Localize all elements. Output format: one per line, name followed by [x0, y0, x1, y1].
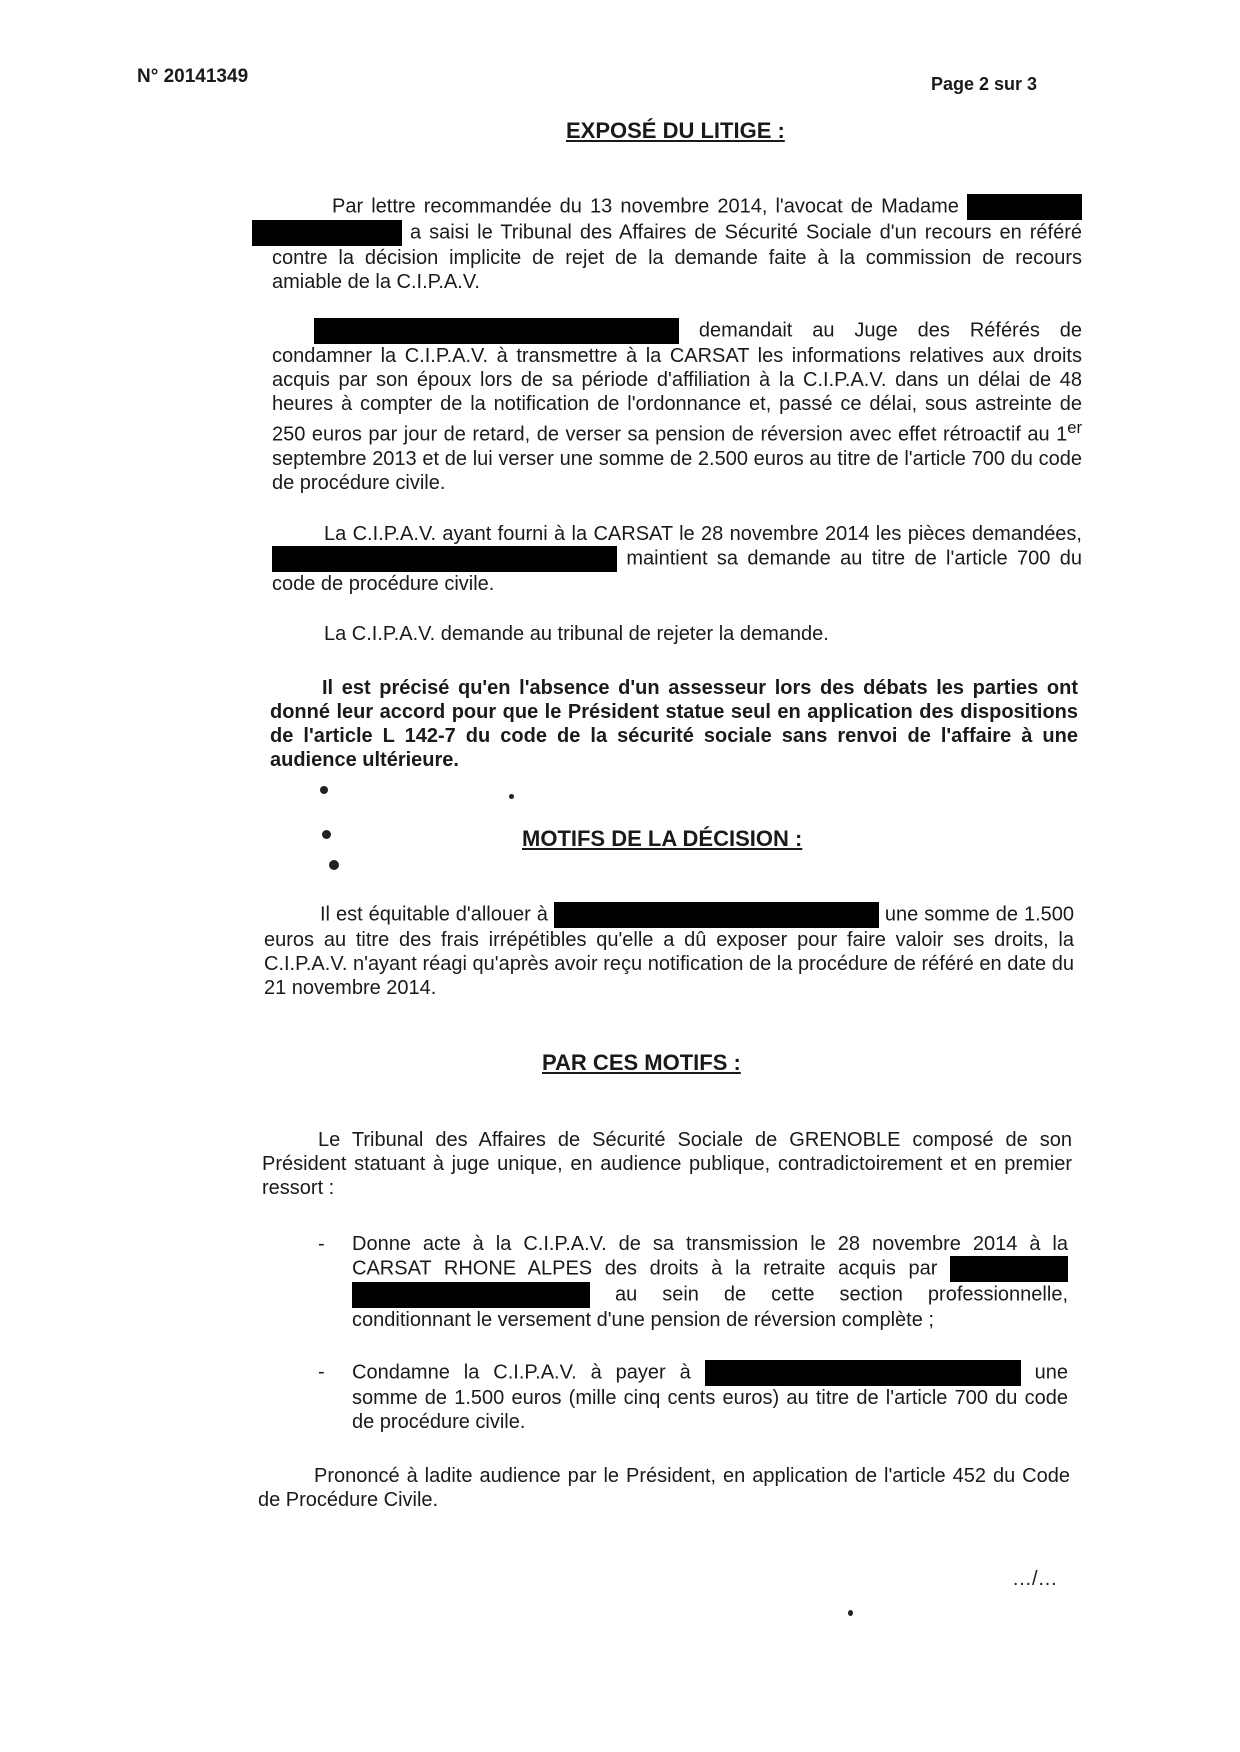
expose-p2-superscript: er — [1067, 418, 1082, 437]
redacted-name — [272, 546, 617, 572]
redacted-name — [554, 902, 879, 928]
scan-speck — [329, 860, 339, 870]
motifs-p1-text-b: une somme de 1.500 euros au titre des frais irrépétibles qu'elle a dû exposer pour faire valoir ses droits, la C.I.P.A.V. n'ayant réagi qu'après avoir reçu notification de la procédure de référé en date du 21 novembre 2014. — [264, 903, 1074, 999]
dispositif-closing — [258, 1464, 1070, 1512]
expose-paragraph-3 — [272, 522, 1082, 596]
dispositif-item-1 — [318, 1232, 1068, 1332]
scan-speck — [320, 786, 328, 794]
scan-speck — [322, 830, 331, 839]
continuation-mark: …/… — [1012, 1568, 1058, 1590]
redacted-name — [352, 1282, 590, 1308]
redacted-name — [252, 220, 402, 246]
motifs-heading: MOTIFS DE LA DÉCISION : — [522, 826, 803, 851]
dispositif-item1-text-b: au sein de cette section professionnelle, conditionnant le versement d'une pension de réversion complète ; — [352, 1283, 1068, 1331]
scan-speck — [509, 794, 514, 799]
dispositif-item1-text-a: Donne acte à la C.I.P.A.V. de sa transmission le 28 novembre 2014 à la CARSAT RHONE ALPES des droits à la retraite acquis par — [352, 1233, 1068, 1280]
redacted-name — [705, 1360, 1021, 1386]
dispositif-item2-text-b: une somme de 1.500 euros (mille cinq cents euros) au titre de l'article 700 du code de procédure civile. — [352, 1361, 1068, 1433]
expose-paragraph-5 — [270, 676, 1078, 772]
expose-paragraph-1 — [272, 194, 1082, 294]
motifs-paragraph — [264, 902, 1074, 1000]
case-number: N° 20141349 — [137, 66, 249, 87]
expose-p2-text-a: demandait au Juge des Référés de condamner la C.I.P.A.V. à transmettre à la CARSAT les informations relatives aux droits acquis par son époux lors de sa période d'affiliation à la C.I.P.A.V. dans un délai de 48 heures à compter de la notification de l'ordonnance et, passé ce délai, sous astreinte de 250 euros par jour de retard, de verser sa pension de réversion avec effet rétroactif au 1 — [272, 319, 1082, 446]
list-dash: - — [318, 1361, 325, 1383]
redacted-name — [967, 194, 1082, 220]
dispositif-closing-text: Prononcé à ladite audience par le Président, en application de l'article 452 du Code de Procédure Civile. — [258, 1465, 1070, 1511]
dispositif-intro — [262, 1128, 1072, 1200]
expose-p3-text-a: La C.I.P.A.V. ayant fourni à la CARSAT le 28 novembre 2014 les pièces demandées, — [324, 523, 1082, 545]
list-dash: - — [318, 1233, 325, 1255]
scan-speck — [848, 1610, 853, 1616]
redacted-name — [950, 1256, 1068, 1282]
expose-p2-text-b: septembre 2013 et de lui verser une somme de 2.500 euros au titre de l'article 700 du code de procédure civile. — [272, 447, 1082, 494]
expose-paragraph-4: La C.I.P.A.V. demande au tribunal de rejeter la demande. — [324, 623, 829, 645]
expose-p1-text-b: a saisi le Tribunal des Affaires de Sécurité Sociale d'un recours en référé contre la décision implicite de rejet de la demande faite à la commission de recours amiable de la C.I.P.A.V. — [272, 221, 1082, 293]
expose-p1-text-a: Par lettre recommandée du 13 novembre 2014, l'avocat de Madame — [332, 195, 959, 218]
dispositif-intro-text: Le Tribunal des Affaires de Sécurité Sociale de GRENOBLE composé de son Président statuant à juge unique, en audience publique, contradictoirement et en premier ressort : — [262, 1129, 1072, 1199]
expose-p5-text: Il est précisé qu'en l'absence d'un assesseur lors des débats les parties ont donné leur accord pour que le Président statue seul en application des dispositions de l'article L 142-7 du code de la sécurité sociale sans renvoi de l'affaire à une audience ultérieure. — [270, 677, 1078, 771]
expose-p3-text-b: maintient sa demande au titre de l'article 700 du code de procédure civile. — [272, 547, 1083, 595]
page-indicator: Page 2 sur 3 — [931, 74, 1038, 94]
expose-heading: EXPOSÉ DU LITIGE : — [566, 118, 785, 143]
dispositif-item-2 — [318, 1360, 1068, 1434]
motifs-p1-text-a: Il est équitable d'allouer à — [320, 903, 548, 926]
dispositif-item2-text-a: Condamne la C.I.P.A.V. à payer à — [352, 1361, 691, 1384]
redacted-name — [314, 318, 679, 344]
expose-paragraph-2 — [272, 318, 1082, 495]
dispositif-heading: PAR CES MOTIFS : — [542, 1050, 741, 1075]
